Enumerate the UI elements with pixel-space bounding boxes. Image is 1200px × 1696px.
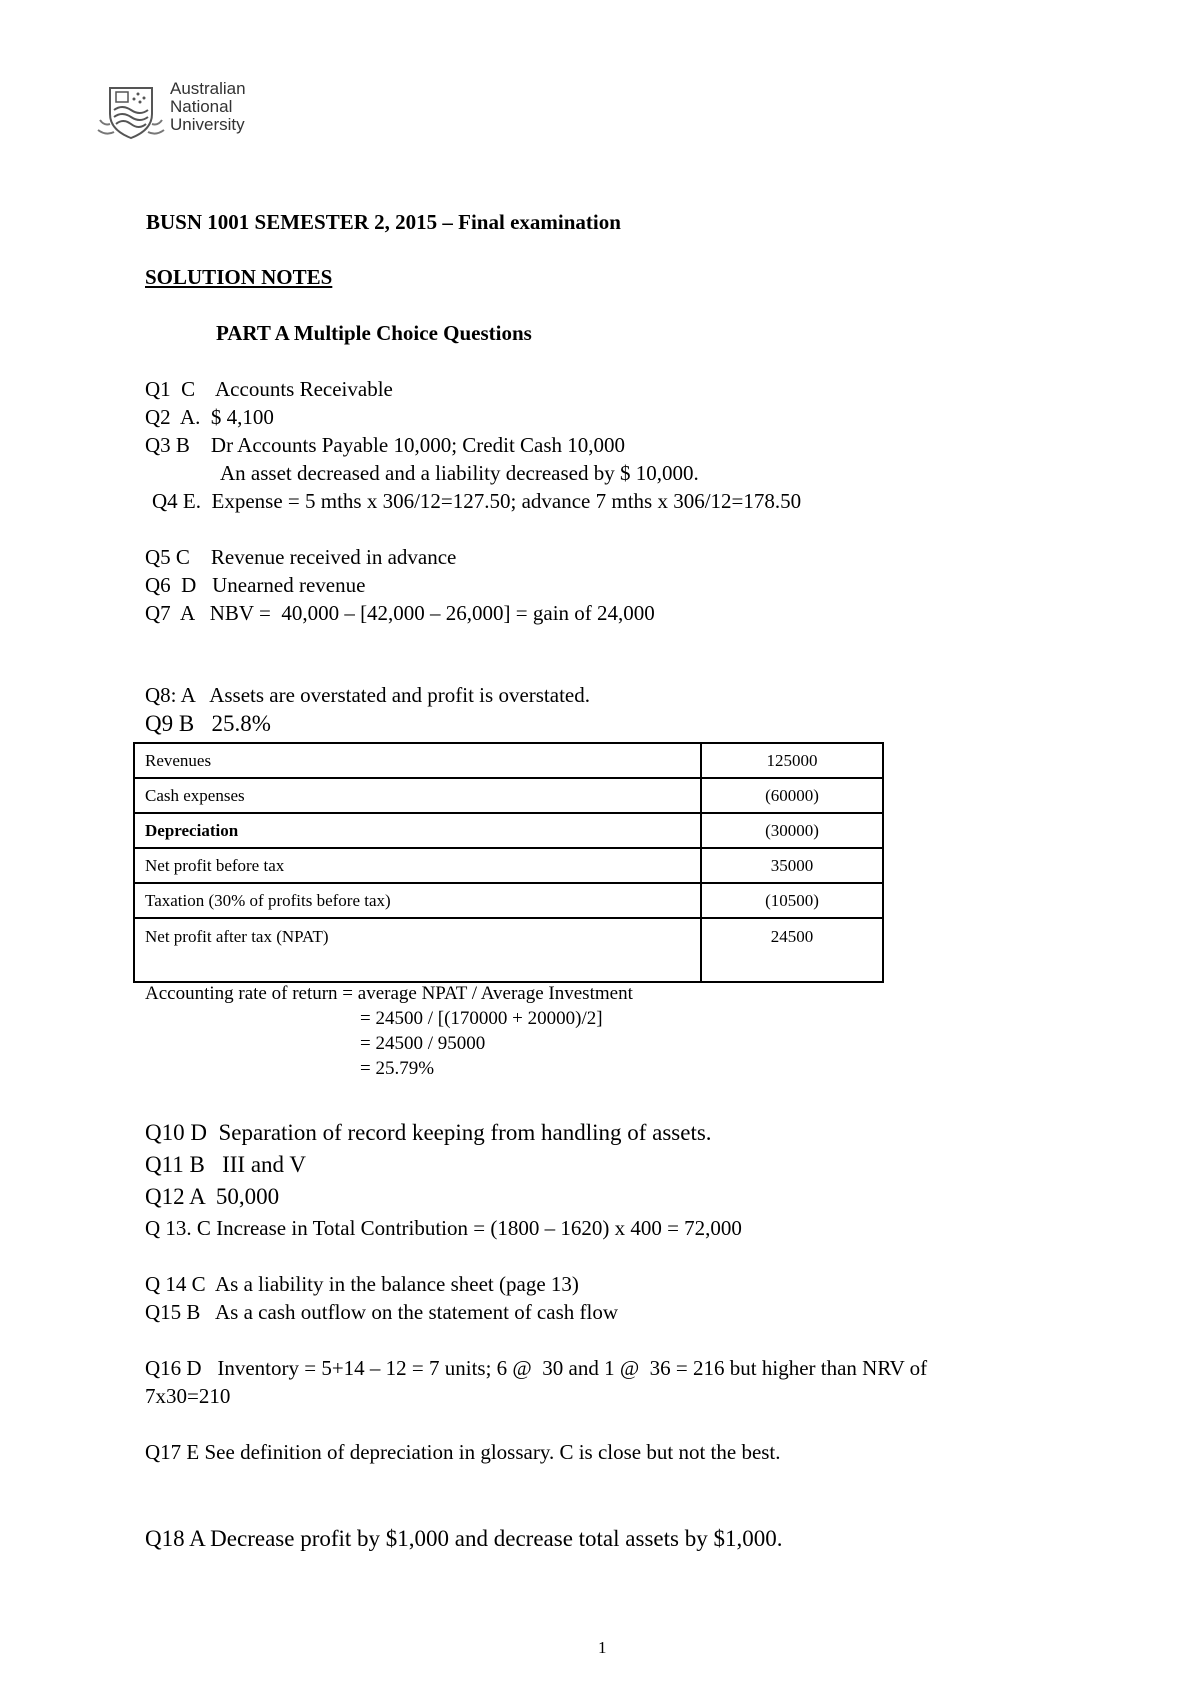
answer-q15: Q15 B As a cash outflow on the statement of cash flow	[145, 1300, 618, 1324]
table-row	[134, 848, 883, 883]
table-cell-value: (30000)	[701, 813, 883, 848]
table-cell-label: Net profit before tax	[134, 848, 701, 883]
answer-q1: Q1 C Accounts Receivable	[145, 377, 393, 401]
part-a-heading: PART A Multiple Choice Questions	[216, 321, 532, 345]
answer-q12: Q12 A 50,000	[145, 1184, 280, 1209]
answer-q14: Q 14 C As a liability in the balance sheet (page 13)	[145, 1272, 579, 1296]
answer-q16: Q16 D Inventory = 5+14 – 12 = 7 units; 6 @ 30 and 1 @ 36 = 216 but higher than NRV of	[145, 1356, 928, 1380]
table-row	[134, 778, 883, 813]
table-row	[134, 743, 883, 778]
logo-wordmark	[170, 80, 246, 134]
solution-notes-heading: SOLUTION NOTES	[145, 265, 333, 289]
logo-line-2: National	[170, 97, 233, 116]
answer-q9: Q9 B 25.8%	[145, 711, 271, 736]
answer-q17: Q17 E See definition of depreciation in glossary. C is close but not the best.	[145, 1440, 781, 1464]
answer-q16-continued: 7x30=210	[145, 1384, 231, 1408]
table-row	[134, 883, 883, 918]
answer-q11: Q11 B III and V	[145, 1152, 306, 1177]
answer-q13: Q 13. C Increase in Total Contribution = (1800 – 1620) x 400 = 72,000	[145, 1216, 742, 1240]
anu-logo	[96, 80, 266, 142]
table-cell-value: (10500)	[701, 883, 883, 918]
answer-q8: Q8: A Assets are overstated and profit is overstated.	[145, 683, 590, 707]
answer-q4: Q4 E. Expense = 5 mths x 306/12=127.50; advance 7 mths x 306/12=178.50	[152, 489, 802, 513]
table-row	[134, 813, 883, 848]
table-cell-value: 35000	[701, 848, 883, 883]
arr-step-1: = 24500 / [(170000 + 20000)/2]	[360, 1008, 603, 1029]
anu-crest-icon	[96, 80, 166, 142]
answer-q7: Q7 A NBV = 40,000 – [42,000 – 26,000] = gain of 24,000	[145, 601, 655, 625]
exam-title: BUSN 1001 SEMESTER 2, 2015 – Final examination	[146, 210, 621, 234]
arr-formula: Accounting rate of return = average NPAT / Average Investment	[145, 983, 633, 1004]
answer-q6: Q6 D Unearned revenue	[145, 573, 366, 597]
arr-step-2: = 24500 / 95000	[360, 1033, 486, 1054]
profit-calculation-table	[133, 742, 884, 983]
answer-q3: Q3 B Dr Accounts Payable 10,000; Credit Cash 10,000	[145, 433, 626, 457]
logo-line-3: University	[170, 115, 245, 134]
table-cell-label: Depreciation	[134, 813, 701, 848]
table-cell-label: Revenues	[134, 743, 701, 778]
answer-q5: Q5 C Revenue received in advance	[145, 545, 457, 569]
table-cell-value: 24500	[701, 918, 883, 982]
table-cell-value: 125000	[701, 743, 883, 778]
table-cell-label: Cash expenses	[134, 778, 701, 813]
answer-q3-explanation: An asset decreased and a liability decreased by $ 10,000.	[220, 461, 699, 485]
table-cell-value: (60000)	[701, 778, 883, 813]
arr-result: = 25.79%	[360, 1058, 435, 1079]
table-row	[134, 918, 883, 982]
table-cell-label: Taxation (30% of profits before tax)	[134, 883, 701, 918]
answer-q18: Q18 A Decrease profit by $1,000 and decrease total assets by $1,000.	[145, 1526, 783, 1551]
logo-line-1: Australian	[170, 79, 246, 98]
answer-q10: Q10 D Separation of record keeping from handling of assets.	[145, 1120, 712, 1145]
page-number: 1	[598, 1638, 607, 1657]
answer-q2: Q2 A. $ 4,100	[145, 405, 274, 429]
table-cell-label: Net profit after tax (NPAT)	[134, 918, 701, 982]
